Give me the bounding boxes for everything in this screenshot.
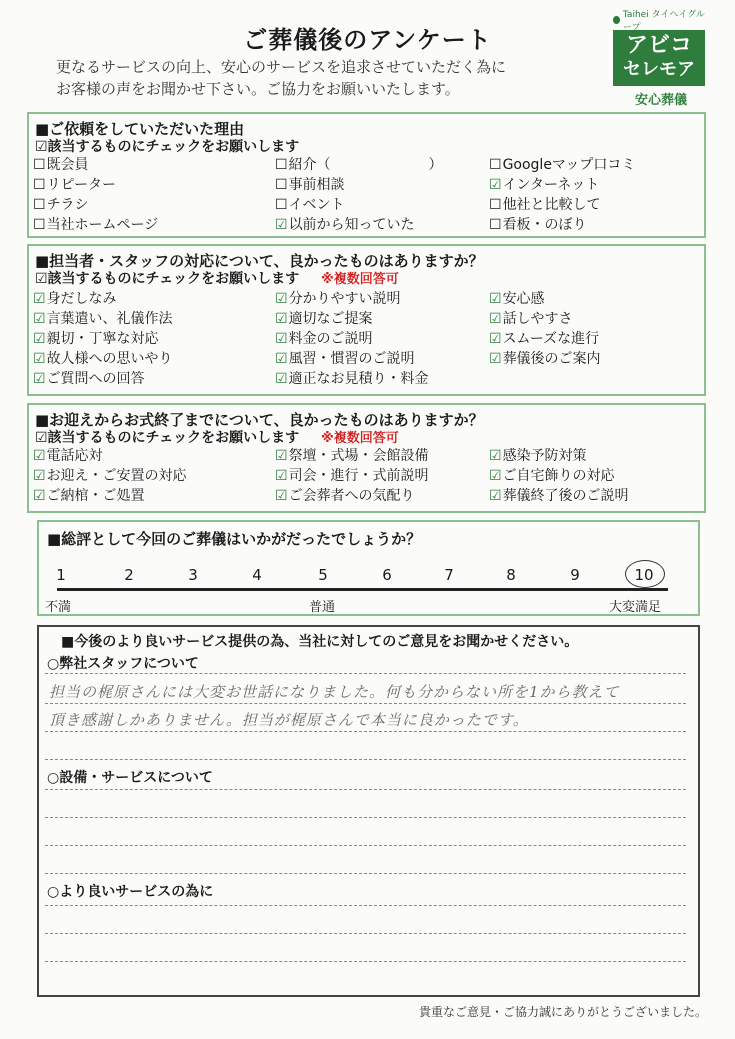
comments-heading: ■今後のより良いサービス提供の為、当社に対してのご意見をお聞かせください。 (61, 634, 579, 650)
rating-number[interactable]: 5 (318, 566, 328, 584)
checkbox-option[interactable] (489, 154, 635, 174)
empty-box-icon[interactable]: ☐ (489, 197, 502, 213)
checkbox-option[interactable] (275, 194, 345, 214)
checked-box-icon[interactable]: ☑ (275, 331, 288, 347)
checked-box-icon[interactable]: ☑ (33, 291, 46, 307)
checkbox-label: インターネット (502, 177, 600, 193)
checkbox-option[interactable] (275, 348, 415, 368)
checkbox-option[interactable] (275, 465, 429, 485)
checkbox-option[interactable] (33, 348, 173, 368)
empty-box-icon[interactable]: ☐ (33, 197, 46, 213)
section-title: ■お迎えからお式終了までについて、良かったものはありますか？ (35, 411, 484, 429)
checkbox-option[interactable] (489, 288, 545, 308)
rating-number[interactable]: 9 (570, 566, 580, 584)
checkbox-label: スムーズな進行 (502, 331, 600, 347)
checkbox-option[interactable] (275, 214, 415, 234)
checkbox-label: お迎え・ご安置の対応 (46, 468, 187, 484)
checkbox-label: イベント (288, 197, 345, 213)
checkbox-label: 看板・のぼり (502, 217, 587, 233)
facility-comment-line[interactable] (45, 845, 686, 846)
checkbox-label: リピーター (46, 177, 117, 193)
checkbox-option[interactable] (489, 214, 587, 234)
checkbox-label: 紹介（ ） (288, 157, 443, 173)
rating-number[interactable]: 2 (124, 566, 134, 584)
checked-box-icon[interactable]: ☑ (275, 291, 288, 307)
checkbox-option[interactable] (33, 154, 89, 174)
checkbox-label: 感染予防対策 (502, 448, 587, 464)
footer-thanks: 貴重なご意見・ご協力誠にありがとうございました。 (418, 1005, 707, 1019)
checkbox-option[interactable] (33, 445, 103, 465)
checked-box-icon[interactable]: ☑ (489, 331, 502, 347)
checkbox-option[interactable] (275, 445, 429, 465)
scale-line (57, 588, 668, 591)
rating-number[interactable]: 4 (252, 566, 262, 584)
logo-mark-icon (613, 16, 620, 24)
checkbox-option[interactable] (489, 174, 599, 194)
checked-box-icon[interactable]: ☑ (33, 488, 46, 504)
checkbox-option[interactable] (33, 194, 89, 214)
checkbox-label: 言葉遣い、礼儀作法 (46, 311, 173, 327)
checkbox-option[interactable] (33, 328, 159, 348)
rating-number[interactable]: 3 (188, 566, 198, 584)
checked-box-icon[interactable]: ☑ (489, 351, 502, 367)
checkbox-label: ご会葬者への気配り (288, 488, 415, 504)
selected-rating-circle (625, 560, 665, 588)
checkbox-label: 料金のご説明 (288, 331, 373, 347)
checkbox-label: 故人様への思いやり (46, 351, 173, 367)
checkbox-option[interactable] (489, 194, 601, 214)
scale-high-label: 大変満足 (609, 600, 662, 615)
checkbox-option[interactable] (33, 485, 145, 505)
checkbox-label: ご自宅飾りの対応 (502, 468, 615, 484)
checkbox-option[interactable] (275, 154, 443, 174)
checkbox-label: チラシ (46, 197, 89, 213)
checkbox-label: 適切なご提案 (288, 311, 373, 327)
facility-comment-line[interactable] (45, 873, 686, 874)
empty-box-icon[interactable]: ☐ (33, 157, 46, 173)
rating-number[interactable]: 7 (444, 566, 454, 584)
rating-number[interactable]: 1 (56, 566, 66, 584)
checked-box-icon[interactable]: ☑ (489, 448, 502, 464)
checkbox-label: 以前から知っていた (288, 217, 415, 233)
staff-comment-text[interactable]: 頂き感謝しかありません。担当が梶原さんで本当に良かったです。 (49, 711, 529, 729)
instruction: ☑該当するものにチェックをお願いします (35, 430, 300, 446)
checkbox-label: ご質問への回答 (46, 371, 145, 387)
checked-box-icon[interactable]: ☑ (275, 468, 288, 484)
checked-box-icon[interactable]: ☑ (489, 291, 502, 307)
instruction: ☑該当するものにチェックをお願いします (35, 139, 300, 155)
checked-box-icon[interactable]: ☑ (33, 468, 46, 484)
checked-box-icon[interactable]: ☑ (33, 448, 46, 464)
checkbox-option[interactable] (489, 485, 629, 505)
checkbox-option[interactable] (489, 465, 615, 485)
checkbox-label: 事前相談 (288, 177, 345, 193)
multi-answer-note: ※複数回答可 (321, 272, 399, 287)
checkbox-label: 話しやすさ (502, 311, 573, 327)
checkbox-label: 安心感 (502, 291, 545, 307)
rating-scale (37, 520, 700, 616)
checkbox-option[interactable] (275, 308, 373, 328)
facility-comment-line[interactable] (45, 817, 686, 818)
section-reason (27, 112, 706, 238)
comments-box (37, 625, 700, 997)
checkbox-option[interactable] (33, 465, 187, 485)
checked-box-icon[interactable]: ☑ (275, 448, 288, 464)
rating-number[interactable]: 10 (634, 566, 654, 584)
checkbox-label: 祭壇・式場・会館設備 (288, 448, 429, 464)
section-title: ■担当者・スタッフの対応について、良かったものはありますか？ (35, 252, 484, 270)
checkbox-label: 電話応対 (46, 448, 103, 464)
checkbox-option[interactable] (489, 308, 573, 328)
checked-box-icon[interactable]: ☑ (275, 217, 288, 233)
rating-number[interactable]: 8 (506, 566, 516, 584)
multi-answer-note: ※複数回答可 (321, 431, 399, 446)
checked-box-icon[interactable]: ☑ (275, 371, 288, 387)
checkbox-label: 当社ホームページ (46, 217, 159, 233)
company-logo: Taihei タイヘイグループ アビコ セレモア 安心葬儀 (613, 14, 709, 108)
scale-mid-label: 普通 (309, 600, 336, 615)
checked-box-icon[interactable]: ☑ (489, 311, 502, 327)
facility-comment-label: ○設備・サービスについて (47, 770, 213, 786)
checkbox-option[interactable] (275, 368, 429, 388)
checkbox-label: 身だしなみ (46, 291, 117, 307)
intro-text: 更なるサービスの向上、安心のサービスを追求させていただく為に お客様の声をお聞かせ下さい。ご協力をお願いいたします。 (56, 58, 507, 98)
checkbox-option[interactable] (275, 328, 373, 348)
checkbox-label: 親切・丁寧な対応 (46, 331, 159, 347)
checkbox-label: Googleマップ口コミ (502, 157, 636, 173)
checkbox-label: ご納棺・ご処置 (46, 488, 145, 504)
empty-box-icon[interactable]: ☐ (33, 217, 46, 233)
checkbox-label: 他社と比較して (502, 197, 601, 213)
suggestion-comment-label: ○より良いサービスの為に (47, 884, 214, 900)
checkbox-label: 適正なお見積り・料金 (288, 371, 429, 387)
empty-box-icon[interactable]: ☐ (275, 157, 288, 173)
checkbox-option[interactable] (275, 485, 415, 505)
section-ceremony (27, 403, 706, 513)
checkbox-label: 司会・進行・式前説明 (288, 468, 429, 484)
scale-low-label: 不満 (45, 600, 72, 615)
checkbox-label: 既会員 (46, 157, 89, 173)
empty-box-icon[interactable]: ☐ (33, 177, 46, 193)
section-title: ■総評として今回のご葬儀はいかがだったでしょうか？ (47, 530, 422, 548)
facility-comment-line[interactable] (45, 789, 686, 790)
checked-box-icon[interactable]: ☑ (33, 311, 46, 327)
checkbox-option[interactable] (489, 328, 599, 348)
checkbox-option[interactable] (33, 214, 158, 234)
checkbox-option[interactable] (33, 368, 145, 388)
checkbox-option[interactable] (489, 348, 601, 368)
suggestion-comment-line[interactable] (45, 905, 686, 906)
checkbox-label: 葬儀終了後のご説明 (502, 488, 629, 504)
checkbox-label: 分かりやすい説明 (288, 291, 401, 307)
staff-comment-label: ○弊社スタッフについて (47, 656, 199, 672)
checkbox-option[interactable] (275, 174, 345, 194)
checked-box-icon[interactable]: ☑ (33, 371, 46, 387)
checked-box-icon[interactable]: ☑ (489, 488, 502, 504)
checked-box-icon[interactable]: ☑ (33, 351, 46, 367)
rating-number[interactable]: 6 (382, 566, 392, 584)
checkbox-option[interactable] (275, 288, 401, 308)
suggestion-comment-line[interactable] (45, 933, 686, 934)
checkbox-option[interactable] (33, 308, 173, 328)
checkbox-option[interactable] (489, 445, 587, 465)
checked-box-icon[interactable]: ☑ (489, 468, 502, 484)
checked-box-icon[interactable]: ☑ (489, 177, 502, 193)
empty-box-icon[interactable]: ☐ (275, 197, 288, 213)
suggestion-comment-line[interactable] (45, 961, 686, 962)
section-staff (27, 244, 706, 396)
checked-box-icon[interactable]: ☑ (275, 351, 288, 367)
checkbox-option[interactable] (33, 288, 117, 308)
checked-box-icon[interactable]: ☑ (33, 331, 46, 347)
checked-box-icon[interactable]: ☑ (275, 488, 288, 504)
empty-box-icon[interactable]: ☐ (275, 177, 288, 193)
section-title: ■ご依頼をしていただいた理由 (35, 120, 245, 138)
empty-box-icon[interactable]: ☐ (489, 217, 502, 233)
staff-comment-text[interactable]: 担当の梶原さんには大変お世話になりました。何も分からない所を1から教えて (49, 683, 620, 701)
checkbox-label: 葬儀後のご案内 (502, 351, 601, 367)
checked-box-icon[interactable]: ☑ (275, 311, 288, 327)
checkbox-label: 風習・慣習のご説明 (288, 351, 415, 367)
instruction: ☑該当するものにチェックをお願いします (35, 271, 300, 287)
checkbox-option[interactable] (33, 174, 116, 194)
page-title: ご葬儀後のアンケート (243, 26, 492, 54)
empty-box-icon[interactable]: ☐ (489, 157, 502, 173)
